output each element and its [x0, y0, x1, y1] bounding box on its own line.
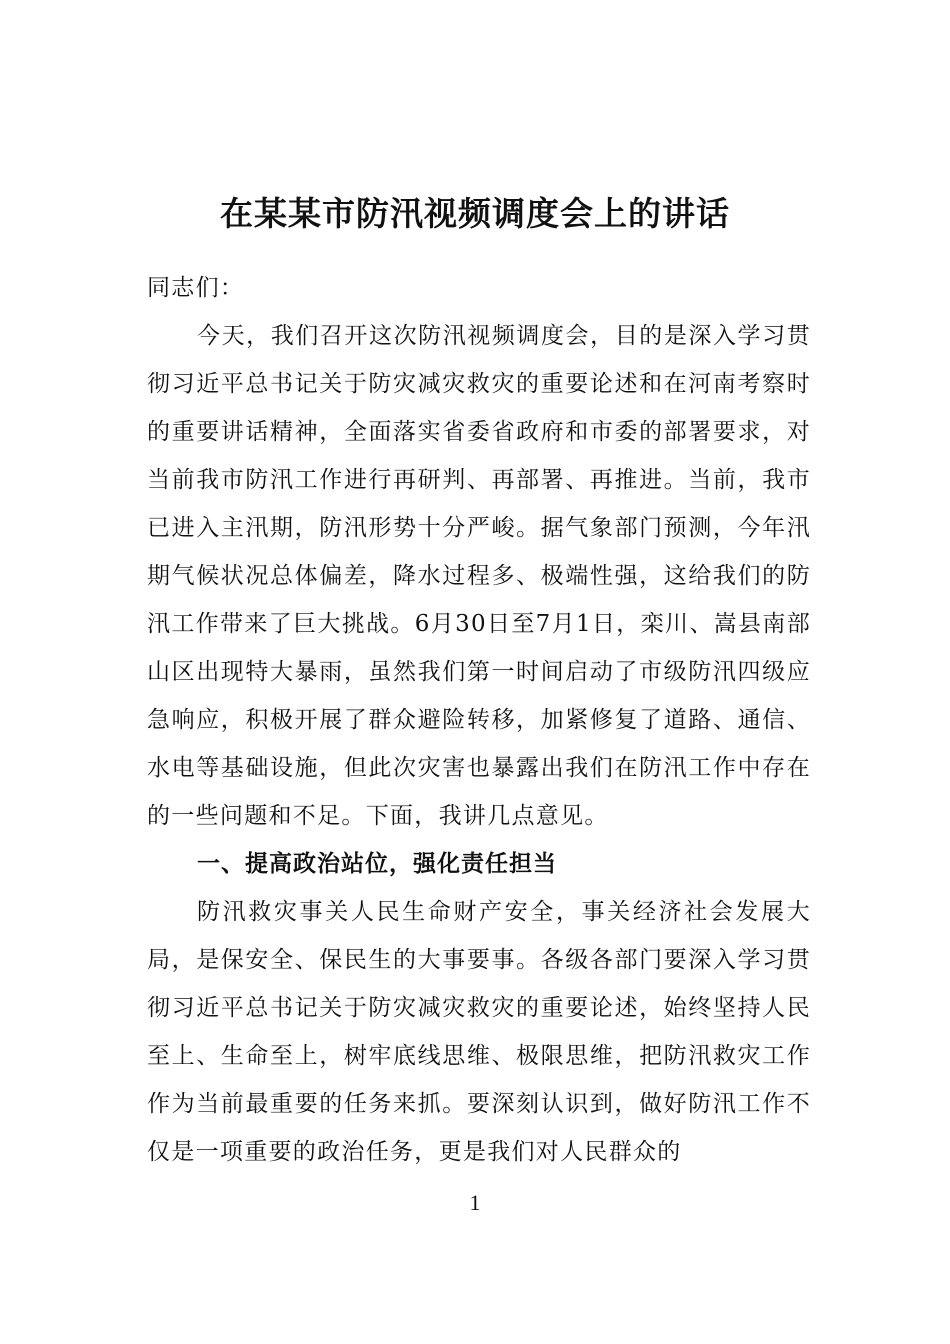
intro-paragraph: 今天，我们召开这次防汛视频调度会，目的是深入学习贯彻习近平总书记关于防灾减灾救灾的重要论述和在河南考察时的重要讲话精神，全面落实省委省政府和市委的部署要求，对当前我市防汛工作进行再研判、再部署、再推进。当前，我市已进入主汛期，防汛形势十分严峻。据气象部门预测，今年汛期气候状况总体偏差，降水过程多、极端性强，这给我们的防汛工作带来了巨大挑战。6月30日至7月1日，栾川、嵩县南部山区出现特大暴雨，虽然我们第一时间启动了市级防汛四级应急响应，积极开展了群众避险转移，加紧修复了道路、通信、水电等基础设施，但此次灾害也暴露出我们在防汛工作中存在的一些问题和不足。下面，我讲几点意见。	[147, 323, 811, 829]
salutation: 同志们：	[147, 275, 245, 301]
document-title: 在某某市防汛视频调度会上的讲话	[220, 194, 730, 234]
page-number: 1	[469, 1190, 481, 1215]
section-paragraph: 防汛救灾事关人民生命财产安全，事关经济社会发展大局，是保安全、保民生的大事要事。各级各部门要深入学习贯彻习近平总书记关于防灾减灾救灾的重要论述，始终坚持人民至上、生命至上，树牢底线思维、极限思维，把防汛救灾工作作为当前最重要的任务来抓。要深刻认识到，做好防汛工作不仅是一项重要的政治任务，更是我们对人民群众的	[147, 899, 811, 1165]
section-heading: 一、提高政治站位，强化责任担当	[197, 851, 557, 877]
document-body	[147, 264, 811, 1176]
